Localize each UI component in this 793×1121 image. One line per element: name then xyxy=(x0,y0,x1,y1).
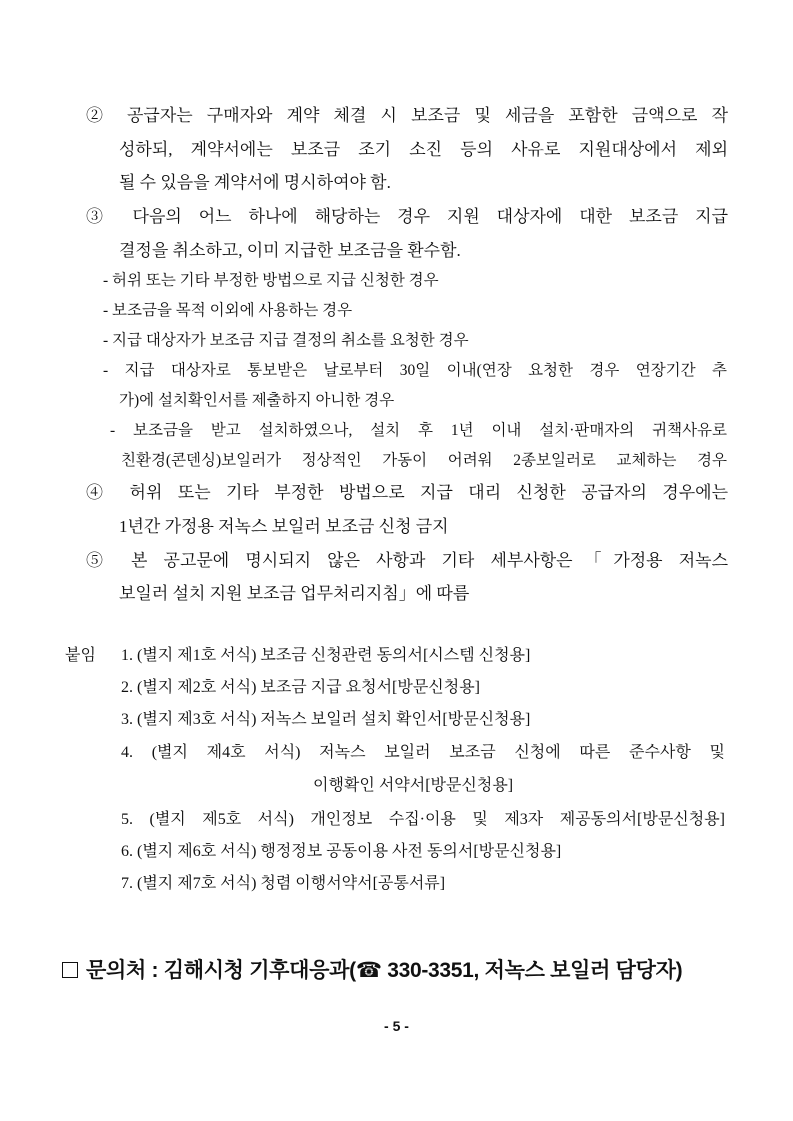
case-line: - 지급 대상자로 통보받은 날로부터 30일 이내(연장 요청한 경우 연장기간 추 xyxy=(103,362,727,379)
case-line: - 보조금을 목적 이외에 사용하는 경우 xyxy=(103,302,353,319)
attachment-item: 1. (별지 제1호 서식) 보조금 신청관련 동의서[시스템 신청용] xyxy=(121,647,531,664)
case-line: - 허위 또는 기타 부정한 방법으로 지급 신청한 경우 xyxy=(103,272,439,289)
case-line: 가)에 설치확인서를 제출하지 아니한 경우 xyxy=(119,392,395,409)
attachment-item: 6. (별지 제6호 서식) 행정정보 공동이용 사전 동의서[방문신청용] xyxy=(121,843,562,860)
contact-info xyxy=(62,955,730,987)
attachment-item-continued: 이행확인 서약서[방문신청용] xyxy=(313,777,514,794)
item-4-line: 1년간 가정용 저녹스 보일러 보조금 신청 금지 xyxy=(119,517,449,536)
item-5-line: ⑤ 본 공고문에 명시되지 않은 사항과 기타 세부사항은「가정용 저녹스 xyxy=(86,551,728,570)
item-3-line: 결정을 취소하고, 이미 지급한 보조금을 환수함. xyxy=(119,241,461,260)
item-4-line: ④ 허위 또는 기타 부정한 방법으로 지급 대리 신청한 공급자의 경우에는 xyxy=(86,483,728,502)
item-5-line: 보일러 설치 지원 보조금 업무처리지침」에 따름 xyxy=(119,584,470,603)
attachments-label: 붙임 xyxy=(65,647,96,664)
attachment-item: 2. (별지 제2호 서식) 보조금 지급 요청서[방문신청용] xyxy=(121,679,480,696)
attachment-item: 4. (별지 제4호 서식) 저녹스 보일러 보조금 신청에 따른 준수사항 및 xyxy=(121,744,725,761)
page-number: - 5 - xyxy=(384,1018,409,1034)
case-line: - 지급 대상자가 보조금 지급 결정의 취소를 요청한 경우 xyxy=(103,332,469,349)
contact-text: 문의처 : 김해시청 기후대응과(☎ 330-3351, 저녹스 보일러 담당자) xyxy=(86,959,683,982)
item-2-line: 될 수 있음을 계약서에 명시하여야 함. xyxy=(119,173,391,192)
checkbox-square-icon xyxy=(62,962,78,978)
case-line: 친환경(콘덴싱)보일러가 정상적인 가동이 어려워 2종보일러로 교체하는 경우 xyxy=(121,452,727,469)
item-2-line: 성하되, 계약서에는 보조금 조기 소진 등의 사유로 지원대상에서 제외 xyxy=(119,140,728,159)
attachment-item: 3. (별지 제3호 서식) 저녹스 보일러 설치 확인서[방문신청용] xyxy=(121,711,531,728)
case-line: - 보조금을 받고 설치하였으나, 설치 후 1년 이내 설치·판매자의 귀책사유로 xyxy=(110,422,727,439)
attachment-item: 7. (별지 제7호 서식) 청렴 이행서약서[공통서류] xyxy=(121,875,446,892)
item-3-line: ③ 다음의 어느 하나에 해당하는 경우 지원 대상자에 대한 보조금 지급 xyxy=(86,207,728,226)
attachment-item: 5. (별지 제5호 서식) 개인정보 수집·이용 및 제3자 제공동의서[방문신청용] xyxy=(121,811,725,828)
item-2-line: ② 공급자는 구매자와 계약 체결 시 보조금 및 세금을 포함한 금액으로 작 xyxy=(86,106,728,125)
